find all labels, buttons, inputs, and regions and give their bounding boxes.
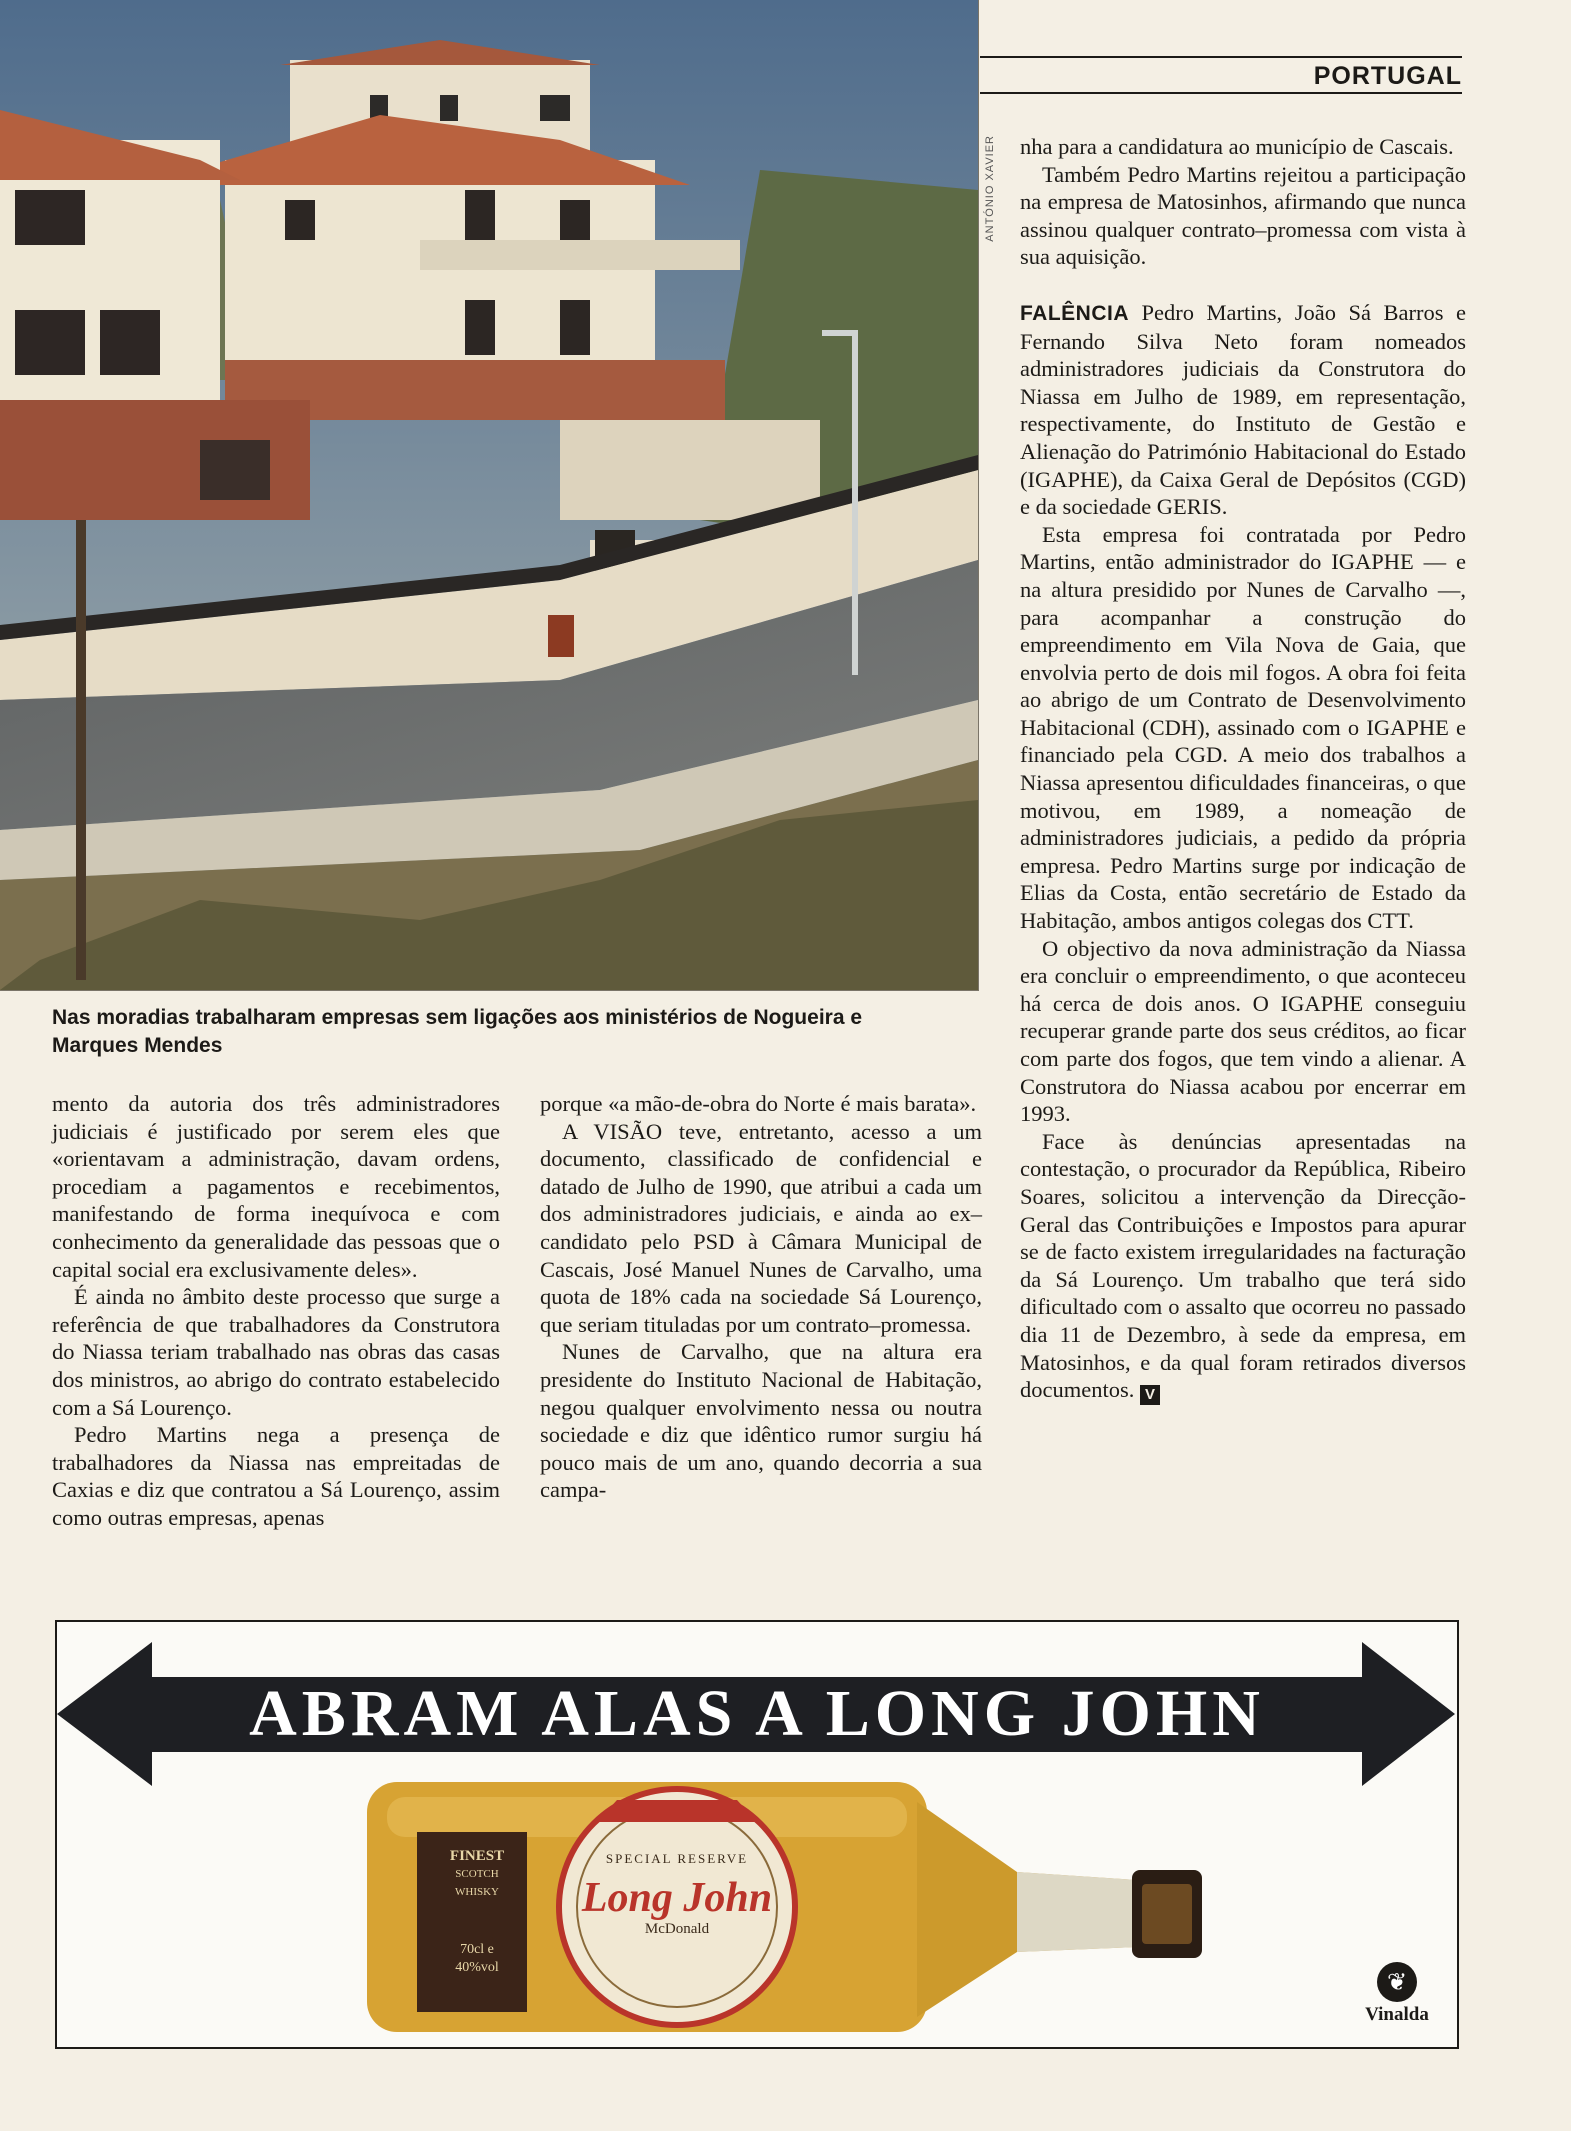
article-column-3 [1020, 133, 1466, 1405]
photo-credit: ANTÓNIO XAVIER [984, 135, 996, 242]
label-type: SCOTCH WHISKY [455, 1868, 499, 1898]
label-maker: McDonald [644, 1921, 710, 1937]
label-abv: 40%vol [455, 1960, 499, 1975]
label-volume: 70cl e [460, 1942, 494, 1957]
advertisement [55, 1620, 1459, 2049]
paragraph [1020, 1128, 1466, 1405]
main-label-text [577, 1847, 777, 1938]
article-column-2 [540, 1090, 982, 1504]
side-label-text [437, 1847, 517, 1997]
paragraph: nha para a candidatura ao município de Cascais. [1020, 134, 1454, 159]
label-reserve: SPECIAL RESERVE [605, 1851, 749, 1866]
paragraph: Pedro Martins nega a presença de trabalhadores da Niassa nas empreitadas de Caxias e diz que contratou a Sá Lourenço, assim como outras empresas, apenas [52, 1422, 500, 1530]
distributor-name: Vinalda [1365, 2004, 1429, 2025]
article-column-1 [52, 1090, 500, 1532]
paragraph: Nunes de Carvalho, que na altura era presidente do Instituto Nacional de Habitação, negou qualquer envolvimento nessa ou noutra sociedade e diz que idêntico rumor surgiu há pouco mais de um ano, quando decorria a sua campa- [540, 1339, 982, 1503]
vinalda-logo [1347, 1962, 1447, 2026]
label-brand: Long John [581, 1875, 773, 1921]
end-mark-icon: V [1140, 1385, 1160, 1405]
ad-headline: ABRAM ALAS A LONG JOHN [249, 1677, 1265, 1750]
paragraph: A VISÃO teve, entretanto, acesso a um documento, classificado de confidencial e datado de Julho de 1990, que atribui a cada um dos administradores judiciais, e ainda ao ex–candidato pelo PSD à Câmara Municipal de Cascais, José Manuel Nunes de Carvalho, uma quota de 18% cada na sociedade Sá Lourenço, que seriam tituladas por um contrato–promessa. [540, 1118, 982, 1337]
paragraph: O objectivo da nova administração da Niassa era concluir o empreendimento, o que aconteceu há cerca de dois anos. O IGAPHE conseguiu recuperar grande parte dos seus créditos, ao ficar com parte dos fogos, que tem vindo a alienar. A Construtora do Niassa acabou por encerrar em 1993. [1020, 935, 1466, 1127]
paragraph: porque «a mão-de-obra do Norte é mais barata». [540, 1091, 977, 1116]
grape-icon: ❦ [1377, 1962, 1417, 2002]
houses-illustration [0, 0, 978, 990]
section-rule-bottom [980, 92, 1462, 94]
paragraph-text: Face às denúncias apresentadas na contestação, o procurador da República, Ribeiro Soares, solicitou a intervenção da Direcção-Geral das Contribuições e Impostos para apurar se de facto existem irregularidades na facturação da Sá Lourenço. Um trabalho que terá sido dificultado com o assalto que ocorreu no passado dia 11 de Dezembro, à sede da empresa, em Matosinhos, e da qual foram retirados diversos documentos. [1020, 1128, 1466, 1403]
section-kicker: FALÊNCIA [1020, 301, 1129, 325]
paragraph-with-kicker [1020, 299, 1466, 521]
paragraph: Também Pedro Martins rejeitou a participação na empresa de Matosinhos, afirmando que nunca assinou qualquer contrato–promessa com vista à sua aquisição. [1020, 161, 1466, 270]
photo-houses [0, 0, 979, 991]
paragraph: mento da autoria dos três administradores judiciais é justificado por serem eles que «orientavam a administração, davam ordens, procediam a pagamentos e recebimentos, manifestando de forma inequívoca e com conhecimento da generalidade das pessoas que o capital social era exclusivamente deles». [52, 1091, 500, 1282]
label-finest: FINEST [449, 1848, 505, 1864]
paragraph: Esta empresa foi contratada por Pedro Martins, então administrador do IGAPHE — e na altura presidido por Nunes de Carvalho —, para acompanhar a construção do empreendimento em Vila Nova de Gaia, que envolvia perto de dois mil fogos. A obra foi feita ao abrigo de um Contrato de Desenvolvimento Habitacional (CDH), assinado com o IGAPHE e financiado pela CGD. A meio dos trabalhos a Niassa apresentou dificuldades financeiras, o que motivou, em 1989, a nomeação de administradores judiciais, a pedido da própria empresa. Pedro Martins surge por indicação de Elias da Costa, então secretário de Estado da Habitação, ambos antigos colegas dos CTT. [1020, 521, 1466, 934]
photo-caption: Nas moradias trabalharam empresas sem ligações aos ministérios de Nogueira e Marques Mendes [52, 1006, 863, 1057]
paragraph-text: Pedro Martins, João Sá Barros e Fernando Silva Neto foram nomeados administradores judiciais da Construtora do Niassa em Julho de 1989, em representação, respectivamente, do Instituto de Gestão e Alienação do Património Habitacional do Estado (IGAPHE), da Caixa Geral de Depósitos (CGD) e da sociedade GERIS. [1020, 299, 1467, 520]
paragraph: É ainda no âmbito deste processo que surge a referência de que trabalhadores da Construtora do Niassa teriam trabalhado nas obras das casas dos ministros, ao abrigo do contrato estabelecido com a Sá Lourenço. [52, 1284, 500, 1420]
section-label: PORTUGAL [1313, 62, 1462, 90]
section-rule-top [980, 56, 1462, 58]
section-gap [1020, 271, 1466, 299]
